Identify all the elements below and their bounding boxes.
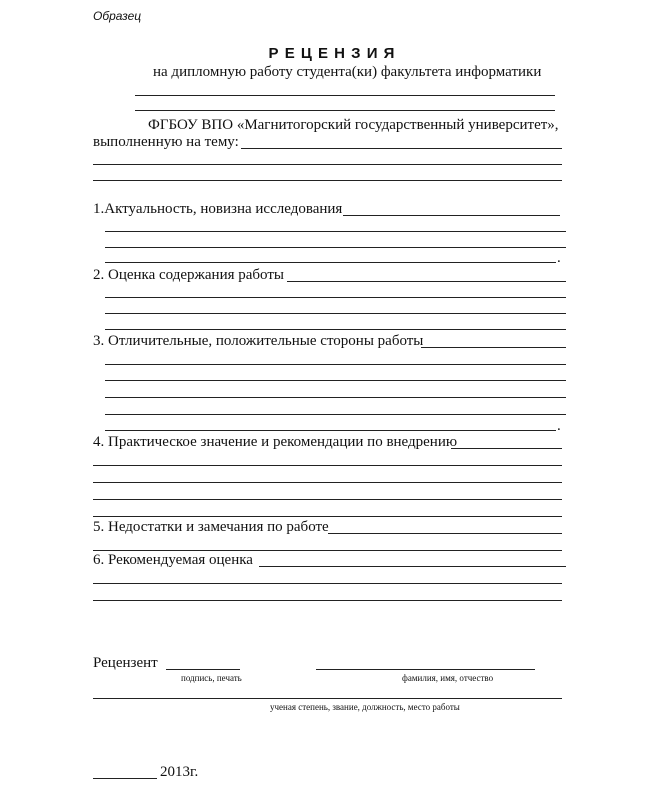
section-4-line <box>93 499 562 500</box>
section-4-line <box>93 482 562 483</box>
name-caption: фамилия, имя, отчество <box>402 673 494 683</box>
section-2-label: 2. Оценка содержания работы <box>93 267 284 283</box>
reviewer-label: Рецензент <box>93 655 158 671</box>
section-5-label: 5. Недостатки и замечания по работе <box>93 519 329 535</box>
section-3-line <box>421 347 566 348</box>
topic-label: выполненную на тему: <box>93 134 239 150</box>
section-1-label: 1.Актуальность, новизна исследования <box>93 201 343 217</box>
position-caption: ученая степень, звание, должность, место работы <box>270 702 460 712</box>
section-5-line <box>93 550 562 551</box>
section-6-line <box>93 583 562 584</box>
section-3-line <box>105 380 566 381</box>
section-1-line <box>105 231 566 232</box>
section-4-label: 4. Практическое значение и рекомендации по внедрению <box>93 434 458 450</box>
section-3-line <box>105 430 556 431</box>
section-3-label: 3. Отличительные, положительные стороны работы <box>93 333 424 349</box>
position-line <box>93 698 562 699</box>
section-3-line <box>105 364 566 365</box>
student-name-line-2 <box>135 110 555 111</box>
section-3-line <box>105 397 566 398</box>
sample-label: Образец <box>93 9 142 23</box>
section-6-label: 6. Рекомендуемая оценка <box>93 552 253 568</box>
section-4-line <box>451 448 562 449</box>
student-name-line-1 <box>135 95 555 96</box>
section-1-line <box>105 262 556 263</box>
section-4-line <box>93 516 562 517</box>
signature-caption: подпись, печать <box>181 673 242 683</box>
reviewer-name-line <box>316 669 535 670</box>
section-2-line <box>105 313 566 314</box>
section-1-line <box>343 215 560 216</box>
signature-line <box>166 669 240 670</box>
section-6-line <box>93 600 562 601</box>
topic-line-3 <box>93 180 562 181</box>
section-2-line <box>105 297 566 298</box>
section-4-line <box>93 465 562 466</box>
section-3-period: . <box>557 418 561 434</box>
date-line <box>93 778 157 779</box>
section-5-line <box>328 533 562 534</box>
section-2-line <box>105 329 566 330</box>
section-3-line <box>105 414 566 415</box>
section-1-period: . <box>557 250 561 266</box>
topic-line-2 <box>93 164 562 165</box>
section-2-line <box>287 281 566 282</box>
section-6-line <box>259 566 566 567</box>
document-title: Р Е Ц Е Н З И Я <box>268 45 396 62</box>
document-subtitle: на дипломную работу студента(ки) факультета информатики <box>153 64 542 80</box>
university-name: ФГБОУ ВПО «Магнитогорский государственный университет», <box>148 117 559 133</box>
year-text: 2013г. <box>160 764 199 780</box>
topic-line-1 <box>241 148 562 149</box>
section-1-line <box>105 247 566 248</box>
